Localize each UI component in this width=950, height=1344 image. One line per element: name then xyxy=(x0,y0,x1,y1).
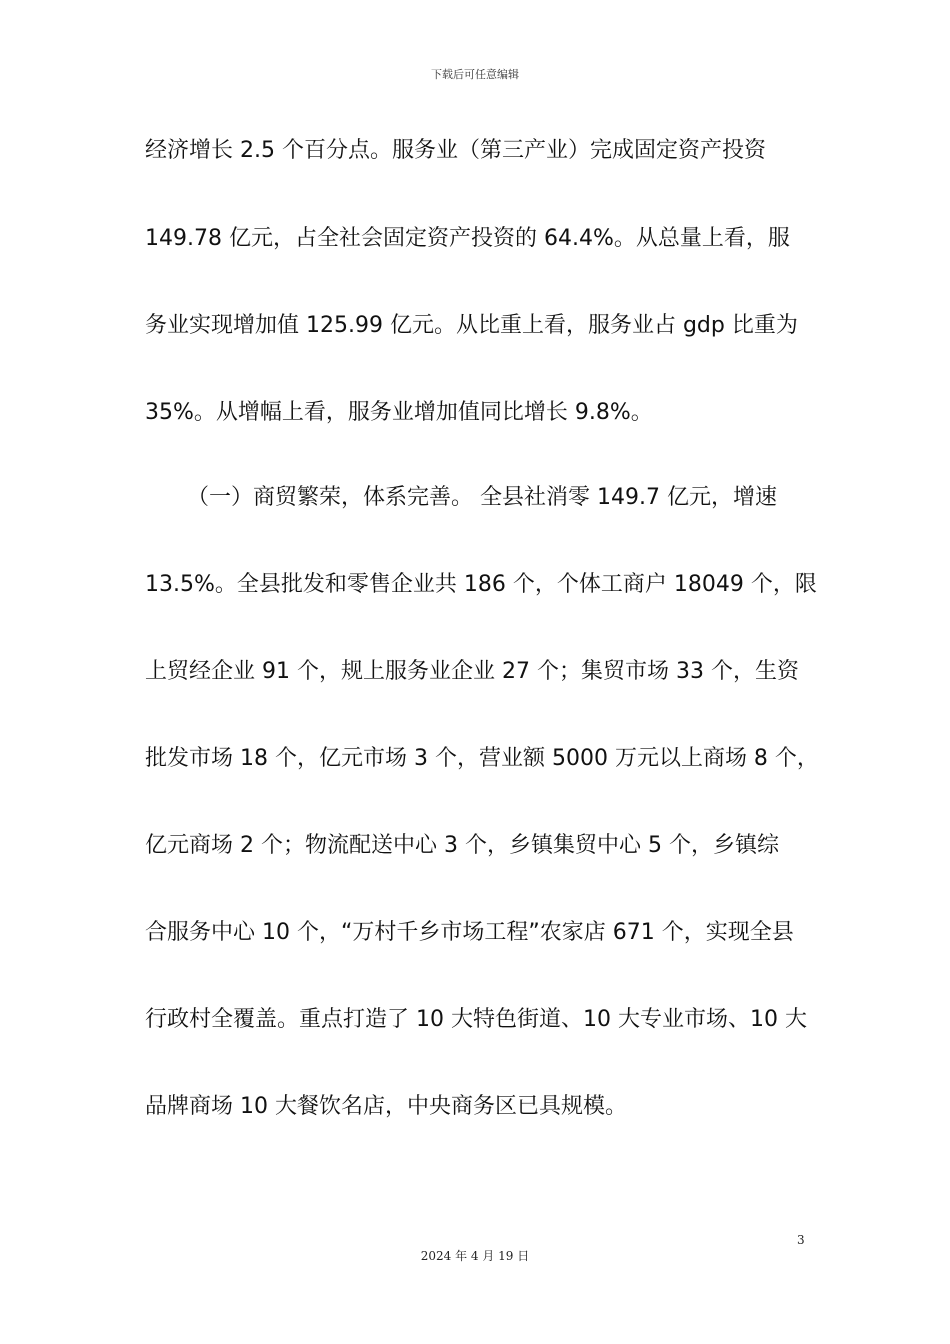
paragraph-line: 行政村全覆盖。重点打造了 10 大特色街道、10 大专业市场、10 大 xyxy=(145,1007,807,1032)
section-heading-line: （一）商贸繁荣，体系完善。 全县社消零 149.7 亿元，增速 xyxy=(187,485,777,510)
footer-date: 2024 年 4 月 19 日 xyxy=(420,1249,530,1263)
paragraph-line: 149.78 亿元，占全社会固定资产投资的 64.4%。从总量上看，服 xyxy=(145,226,790,251)
paragraph-line: 35%。从增幅上看，服务业增加值同比增长 9.8%。 xyxy=(145,400,653,425)
paragraph-line: 务业实现增加值 125.99 亿元。从比重上看，服务业占 gdp 比重为 xyxy=(145,313,798,338)
page-header: 下载后可任意编辑 xyxy=(431,68,519,81)
paragraph-line: 上贸经企业 91 个，规上服务业企业 27 个；集贸市场 33 个，生资 xyxy=(145,659,799,684)
paragraph-line: 批发市场 18 个，亿元市场 3 个，营业额 5000 万元以上商场 8 个， xyxy=(145,746,819,771)
page-number: 3 xyxy=(797,1233,805,1247)
paragraph-line: 经济增长 2.5 个百分点。服务业（第三产业）完成固定资产投资 xyxy=(145,138,766,163)
paragraph-line: 品牌商场 10 大餐饮名店，中央商务区已具规模。 xyxy=(145,1094,627,1119)
paragraph-line: 亿元商场 2 个；物流配送中心 3 个，乡镇集贸中心 5 个，乡镇综 xyxy=(145,833,779,858)
paragraph-line: 13.5%。全县批发和零售企业共 186 个，个体工商户 18049 个，限 xyxy=(145,572,817,597)
paragraph-line: 合服务中心 10 个，“万村千乡市场工程”农家店 671 个，实现全县 xyxy=(145,920,794,945)
